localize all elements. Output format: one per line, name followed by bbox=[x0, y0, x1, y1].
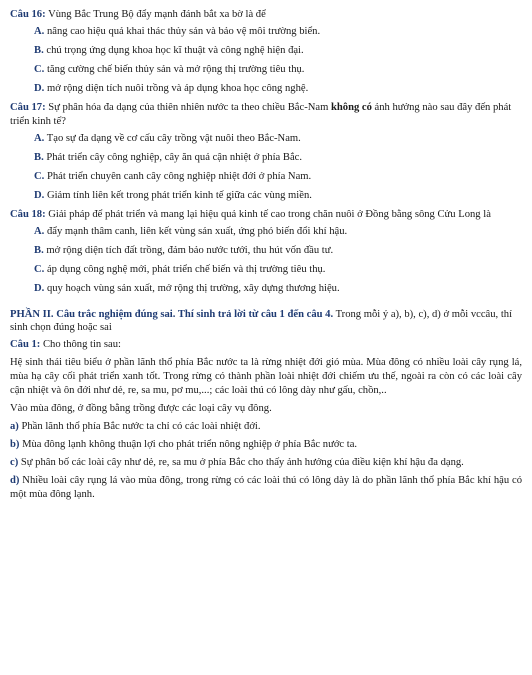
question-text: Giải pháp để phát triển và mang lại hiệu quả kinh tế cao trong chăn nuôi ở Đồng bằng sông Cửu Long là bbox=[45, 208, 491, 220]
question-number: Câu 1: bbox=[10, 339, 41, 351]
option-a bbox=[34, 25, 522, 39]
question-number: Câu 16: bbox=[10, 9, 46, 20]
question-16 bbox=[10, 8, 522, 96]
option-text: đẩy mạnh thâm canh, liên kết vùng sản xuất, ứng phó biến đổi khí hậu. bbox=[44, 225, 348, 237]
option-letter: D. bbox=[34, 282, 45, 294]
option-text: nâng cao hiệu quả khai thác thủy sản và bảo vệ môi trường biển. bbox=[44, 25, 321, 37]
question-17 bbox=[10, 101, 522, 203]
question-stem bbox=[10, 101, 522, 129]
option-letter: A. bbox=[34, 25, 45, 37]
option-c bbox=[34, 263, 522, 277]
option-text: Tạo sự đa dạng về cơ cấu cây trồng vật nuôi theo Bắc-Nam. bbox=[44, 132, 301, 144]
option-text: quy hoạch vùng sản xuất, mở rộng thị trường, xây dựng thương hiệu. bbox=[44, 282, 340, 294]
question-18 bbox=[10, 208, 522, 296]
statement-b bbox=[10, 438, 522, 452]
option-letter: A. bbox=[34, 225, 45, 237]
statement-text: Mùa đông lạnh không thuận lợi cho phát triển nông nghiệp ở phía Bắc nước ta. bbox=[19, 439, 358, 451]
option-b bbox=[34, 151, 522, 165]
info-paragraph: Hệ sinh thái tiêu biểu ở phần lãnh thổ phía Bắc nước ta là rừng nhiệt đới gió mùa. Mùa đông có nhiều loài cây rụng lá, mùa hạ cây cối phát triển xanh tốt. Trong rừng có thành phần loài nhiệt đới chiếm ưu thế, ngoài ra còn có các loài cây cận nhiệt và ôn đới như dẻ, re, sa mu, pơ mu,...; các loài thú có lông dày như gấu, chồn,.. bbox=[10, 357, 522, 397]
option-b bbox=[34, 244, 522, 258]
question-intro: Cho thông tin sau: bbox=[40, 339, 121, 351]
statement-d bbox=[10, 474, 522, 502]
option-letter: C. bbox=[34, 170, 45, 182]
option-text: mở rộng diện tích đất trồng, đảm bảo nước tưới, thu hút vốn đầu tư. bbox=[43, 244, 334, 256]
option-letter: A. bbox=[34, 132, 45, 144]
question-number: Câu 17: bbox=[10, 101, 46, 113]
part-2-header bbox=[10, 308, 522, 336]
question-text-cont: ảnh hưởng nào sau đây đến phát triển kinh tế? bbox=[10, 101, 512, 127]
question-stem bbox=[10, 8, 522, 22]
part-instruction: Trong mỗi ý a), b), c), d) ở mỗi vccâu, thí sinh chọn đúng hoặc sai bbox=[10, 308, 513, 334]
option-a bbox=[34, 225, 522, 239]
statement-text: Nhiều loài cây rụng lá vào mùa đông, trong rừng có các loài thú có lông dày là do phần lãnh thổ phía Bắc khí hậu có một mùa đông lạnh. bbox=[10, 475, 522, 501]
statement-letter: c) bbox=[10, 457, 19, 469]
statement-a bbox=[10, 420, 522, 434]
statement-letter: d) bbox=[10, 475, 20, 487]
option-b bbox=[34, 44, 522, 58]
option-letter: B. bbox=[34, 151, 44, 163]
statement-text: Phần lãnh thổ phía Bắc nước ta chỉ có các loài nhiệt đới. bbox=[18, 421, 261, 433]
option-text: Phát triển chuyên canh cây công nghiệp nhiệt đới ở phía Nam. bbox=[44, 170, 312, 182]
statement-text: Sự phân bố các loài cây như dẻ, re, sa mu ở phía Bắc cho thấy ảnh hưởng của điều kiện khí hậu đa dạng. bbox=[18, 457, 464, 469]
option-text: Giảm tính liên kết trong phát triển kinh tế giữa các vùng miền. bbox=[44, 189, 312, 201]
part-title: PHẦN II. Câu trắc nghiệm đúng sai. Thí sinh trả lời từ câu 1 đến câu 4. bbox=[10, 308, 334, 320]
option-d bbox=[34, 82, 522, 96]
option-letter: B. bbox=[34, 44, 44, 56]
option-c bbox=[34, 63, 522, 77]
option-text: Phát triển cây công nghiệp, cây ăn quả cận nhiệt ở phía Bắc. bbox=[43, 151, 303, 163]
statement-letter: b) bbox=[10, 439, 20, 451]
question-number: Câu 18: bbox=[10, 208, 46, 220]
option-text: mở rộng diện tích nuôi trồng và áp dụng khoa học công nghệ. bbox=[44, 82, 309, 94]
option-letter: D. bbox=[34, 82, 45, 94]
option-letter: C. bbox=[34, 63, 45, 75]
question-stem bbox=[10, 208, 522, 222]
option-d bbox=[34, 282, 522, 296]
option-text: áp dụng công nghệ mới, phát triển chế biến và thị trường tiêu thụ. bbox=[44, 263, 326, 275]
option-a bbox=[34, 132, 522, 146]
statement-c bbox=[10, 456, 522, 470]
option-d bbox=[34, 189, 522, 203]
question-emphasis: không có bbox=[330, 101, 372, 113]
option-letter: C. bbox=[34, 263, 45, 275]
option-letter: D. bbox=[34, 189, 45, 201]
option-text: chú trọng ứng dụng khoa học kĩ thuật và công nghệ hiện đại. bbox=[43, 44, 304, 56]
option-letter: B. bbox=[34, 244, 44, 256]
question-text: Vùng Bắc Trung Bộ đẩy mạnh đánh bắt xa bờ là để bbox=[45, 9, 266, 20]
info-paragraph: Vào mùa đông, ở đồng bằng trồng được các loại cây vụ đông. bbox=[10, 403, 272, 415]
tf-question-1-stem bbox=[10, 338, 522, 352]
option-c bbox=[34, 170, 522, 184]
statement-letter: a) bbox=[10, 421, 19, 433]
option-text: tăng cường chế biến thủy sản và mở rộng thị trường tiêu thụ. bbox=[44, 63, 305, 75]
question-text: Sự phân hóa đa dạng của thiên nhiên nước ta theo chiều Bắc-Nam bbox=[45, 101, 331, 113]
